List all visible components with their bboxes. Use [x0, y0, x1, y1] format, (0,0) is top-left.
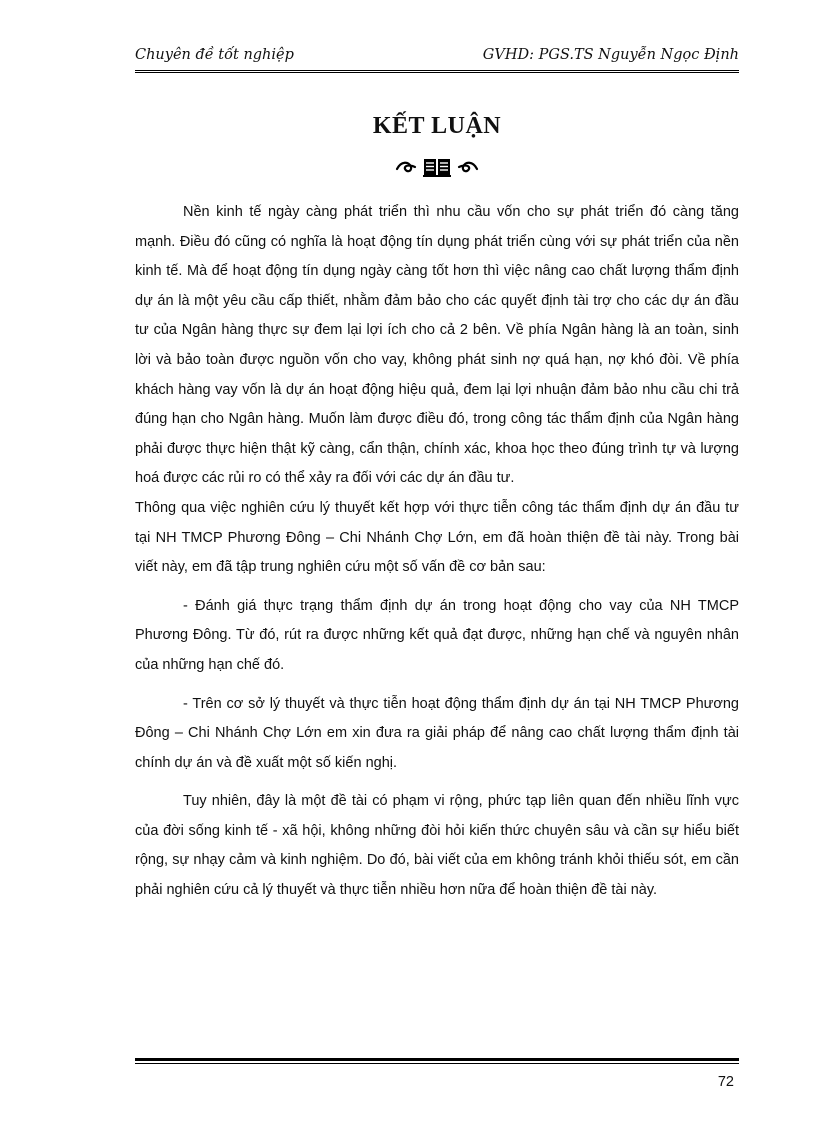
paragraph-point-2: - Trên cơ sở lý thuyết và thực tiễn hoạt động thẩm định dự án tại NH TMCP Phương Đông – Chi Nhánh Chợ Lớn em xin đưa ra giải pháp để nâng cao chất lượng thẩm định tài chính dự án và đề xuất một số kiến nghị. [135, 695, 739, 771]
title-ornament [135, 153, 739, 177]
book-ornament-icon [395, 155, 479, 177]
header-supervisor: GVHD: PGS.TS Nguyễn Ngọc Định [482, 47, 739, 63]
paragraph-research-summary: Thông qua việc nghiên cứu lý thuyết kết hợp với thực tiễn công tác thẩm định dự án đầu tư tại NH TMCP Phương Đông – Chi Nhánh Chợ Lớn, em đã hoàn thiện đề tài này. Trong bài viết này, em đã tập trung nghiên cứu một số vấn đề cơ bản sau: [135, 499, 739, 576]
paragraph-intro: Nền kinh tế ngày càng phát triển thì nhu cầu vốn cho sự phát triển đó càng tăng mạnh. Điều đó cũng có nghĩa là hoạt động tín dụng phát triển cùng với sự phát triển của nền kinh tế. Mà để hoạt động tín dụng ngày càng tốt hơn thì việc nâng cao chất lượng thẩm định dự án là một yêu cầu cấp thiết, nhằm đảm bảo cho các quyết định tài trợ cho các dự án đầu tư của Ngân hàng thực sự đem lại lợi ích cho cả 2 bên. Về phía Ngân hàng là an toàn, sinh lời và bảo toàn được nguồn vốn cho vay, không phát sinh nợ quá hạn, nợ khó đòi. Về phía khách hàng vay vốn là dự án hoạt động hiệu quả, đem lại lợi nhuận đảm bảo nhu cầu chi trả đúng hạn cho Ngân hàng. Muốn làm được điều đó, trong công tác thẩm định của Ngân hàng phải được thực hiện thật kỹ càng, cẩn thận, chính xác, khoa học theo đúng trình tự và lượng hoá được các rủi ro có thể xảy ra đối với các dự án đầu tư. [135, 204, 739, 487]
header-divider [135, 70, 739, 73]
header-document-type: Chuyên đề tốt nghiệp [135, 47, 294, 63]
footer-divider [135, 1058, 739, 1064]
page-header [135, 47, 739, 73]
paragraph-point-1: - Đánh giá thực trạng thẩm định dự án trong hoạt động cho vay của NH TMCP Phương Đông. Từ đó, rút ra được những kết quả đạt được, những hạn chế và nguyên nhân của những hạn chế đó. [135, 597, 739, 673]
body-text [135, 198, 739, 906]
paragraph-closing: Tuy nhiên, đây là một đề tài có phạm vi rộng, phức tạp liên quan đến nhiều lĩnh vực của đời sống kinh tế - xã hội, không những đòi hỏi kiến thức chuyên sâu và cần sự hiểu biết rộng, sự nhạy cảm và kinh nghiệm. Do đó, bài viết của em không tránh khỏi thiếu sót, em cần phải nghiên cứu cả lý thuyết và thực tiễn nhiều hơn nữa để hoàn thiện đề tài này. [135, 793, 739, 899]
page-title: KẾT LUẬN [372, 113, 502, 139]
page-number: 72 [717, 1074, 734, 1090]
